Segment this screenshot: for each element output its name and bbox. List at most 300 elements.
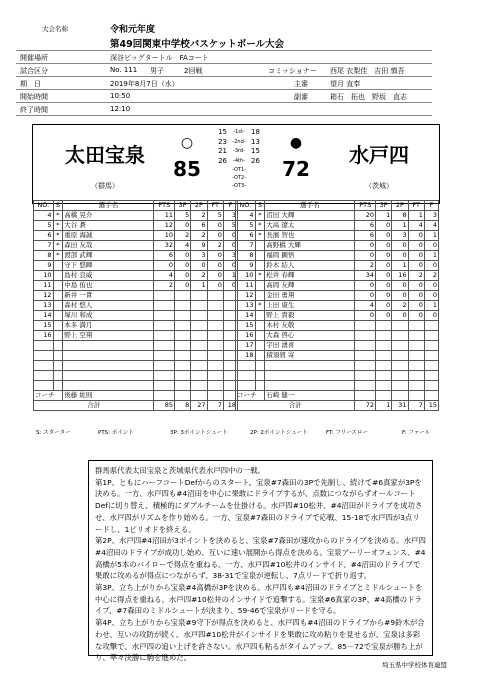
team-a-cell: [191, 381, 207, 391]
coach-label: コーチ: [34, 391, 63, 401]
team-a-cell: [53, 271, 63, 281]
team-a-cell: [63, 341, 154, 351]
team-a-cell: 15: [34, 321, 54, 331]
team-b-cell: 0: [355, 251, 376, 261]
team-b-cell: [355, 331, 376, 341]
team-b-cell: 木村 友敬: [265, 321, 355, 331]
team-a-cell: 16: [34, 331, 54, 341]
team-b-cell: 1: [392, 221, 408, 231]
team-a-cell: 11: [34, 281, 54, 291]
team-b-cell: 8: [392, 211, 408, 221]
team-a-col-header: PTS: [154, 201, 175, 211]
team-b-cell: 0: [376, 231, 392, 241]
team-b-cell: 6: [236, 231, 256, 241]
team-b-cell: 2: [392, 301, 408, 311]
team-b-player-row: [236, 211, 439, 221]
team-a-player-row: [34, 351, 238, 361]
team-b-cell: [408, 321, 424, 331]
team-a-cell: 新井 一貴: [63, 291, 154, 301]
team-a-cell: [191, 291, 207, 301]
team-b-cell: [408, 341, 424, 351]
team-b-cell: 14: [236, 311, 256, 321]
team-a-cell: [53, 361, 63, 371]
team-a-cell: 0: [154, 261, 175, 271]
legend: [36, 428, 436, 438]
team-b-cell: [376, 371, 392, 381]
team-a-cell: 渡部 武輝: [63, 251, 154, 261]
team-b-cell: 2: [424, 271, 438, 281]
team-a-cell: [154, 341, 175, 351]
team-a-cell: 13: [34, 301, 54, 311]
team-a-cell: 高橋 晃介: [63, 211, 154, 221]
period-score-a: 23: [218, 137, 227, 146]
team-a-cell: [154, 331, 175, 341]
team-b-player-row: [236, 351, 439, 361]
report-paragraph: 第1P、ともにハーフコートDefからのスタート。宝泉#7森田の3Pで先制し、続けて#6真家が3Pを決める。一方、水戸四も#4沼田を中心に果敢にドライブするが、点数につながらずオールコートDefに切り替え、積極的にダブルチームを仕掛ける。水戸四#10松井、#4沼田がドライブを成功させ、水戸四がリズムを作り始める。一方、宝泉#7森田のドライブで応戦、15-18で水戸四が3点リードし、1ピリオドを終える。: [95, 477, 423, 534]
team-a-cell: [175, 341, 191, 351]
team-a-cell: [175, 351, 191, 361]
team-a-cell: *: [53, 211, 63, 221]
team-a-cell: [175, 331, 191, 341]
commissioner-label: コミッショナー: [268, 67, 317, 75]
period-score-b: [251, 166, 267, 174]
period-score-a: 21: [218, 147, 227, 155]
team-a-cell: 12: [34, 291, 54, 301]
team-a-cell: 0: [175, 221, 191, 231]
team-b-player-row: [236, 371, 439, 381]
team-a-player-row: [34, 211, 238, 221]
team-b-cell: [255, 361, 265, 371]
team-b-cell: [255, 381, 265, 391]
team-a-cell: [154, 311, 175, 321]
team-a-cell: 4: [175, 241, 191, 251]
team-b-cell: [376, 351, 392, 361]
footer-org: 埼玉県中学校体育連盟: [382, 661, 447, 669]
team-a-cell: [191, 301, 207, 311]
team-b-cell: [255, 331, 265, 341]
tournament-label: 大会名称: [42, 25, 68, 33]
period-row: [209, 174, 269, 182]
team-b-pref: （茨城）: [365, 182, 393, 190]
team-a-cell: 5: [207, 211, 223, 221]
team-a-cell: [175, 381, 191, 391]
referee: 望月 直奉: [330, 80, 361, 88]
total-label: 合計: [236, 401, 355, 411]
team-a-cell: *: [53, 251, 63, 261]
team-b-cell: 9: [236, 261, 256, 271]
team-a-col-header: 2P: [191, 201, 207, 211]
team-b-cell: 0: [355, 281, 376, 291]
team-a-stats-table: [33, 200, 238, 411]
venue: 深谷ビッグタートル FAコート: [110, 54, 209, 62]
team-a-col-header: FT: [207, 201, 223, 211]
team-a-total-row: [34, 401, 238, 411]
team-b-cell: 0: [376, 261, 392, 271]
team-a-cell: [53, 291, 63, 301]
team-a-cell: *: [53, 241, 63, 251]
legend-item: 3P: 3ポイントシュート: [170, 430, 228, 436]
team-b-cell: 20: [355, 211, 376, 221]
team-a-cell: 5: [175, 211, 191, 221]
team-a-player-row: [34, 321, 238, 331]
team-b-cell: 高野橋 大輝: [265, 241, 355, 251]
team-b-col-header: 2P: [392, 201, 408, 211]
team-a-cell: [207, 311, 223, 321]
team-b-cell: 0: [376, 311, 392, 321]
team-a-cell: [53, 321, 63, 331]
team-b-cell: [408, 351, 424, 361]
match-no: No. 111: [110, 66, 138, 74]
team-a-player-row: [34, 311, 238, 321]
team-b-cell: *: [255, 271, 265, 281]
legend-item: S: スターター: [36, 430, 71, 436]
team-a-player-row: [34, 341, 238, 351]
team-a-col-header: S: [53, 201, 63, 211]
team-a-cell: [207, 361, 223, 371]
period-row: [209, 128, 269, 138]
team-a-cell: 森田 友哉: [63, 241, 154, 251]
team-a-cell: *: [53, 231, 63, 241]
team-b-cell: 0: [424, 241, 438, 251]
team-b-player-row: [236, 271, 439, 281]
team-a-cell: 0: [191, 261, 207, 271]
match-label: 試合区分: [20, 67, 48, 75]
team-b-cell: 0: [424, 281, 438, 291]
team-b-cell: 1: [424, 251, 438, 261]
team-b-player-row: [236, 301, 439, 311]
team-a-cell: 6: [154, 251, 175, 261]
team-b-cell: [424, 361, 438, 371]
team-b-cell: 0: [408, 281, 424, 291]
total-pts: 72: [355, 401, 376, 411]
team-a-cell: 3: [223, 251, 237, 261]
legend-item: F: ファール: [402, 430, 431, 436]
team-b-cell: 4: [355, 301, 376, 311]
team-a-cell: 1: [191, 281, 207, 291]
team-a-cell: [63, 361, 154, 371]
venue-label: 開催場所: [20, 54, 48, 62]
team-b-cell: 0: [408, 291, 424, 301]
team-a-cell: 10: [34, 271, 54, 281]
team-b-cell: 15: [236, 321, 256, 331]
team-b-cell: 0: [376, 241, 392, 251]
legend-item: FT: フリースロー: [326, 430, 368, 436]
team-a-score: 85: [173, 157, 201, 181]
team-a-player-row: [34, 241, 238, 251]
team-a-cell: 0: [223, 281, 237, 291]
team-a-col-header: 3P: [175, 201, 191, 211]
team-a-cell: [175, 361, 191, 371]
team-b-cell: 1: [376, 211, 392, 221]
team-a-player-row: [34, 261, 238, 271]
team-a-cell: 2: [175, 231, 191, 241]
total-label: 合計: [34, 401, 154, 411]
team-b-name: 水戸四: [349, 143, 409, 167]
team-b-col-header: S: [255, 201, 265, 211]
team-b-cell: 5: [236, 221, 256, 231]
venue-row: [16, 51, 432, 64]
team-a-cell: [34, 371, 54, 381]
period-row: [209, 157, 269, 167]
team-b-cell: 0: [376, 291, 392, 301]
team-b-cell: 0: [376, 271, 392, 281]
end-time: 12:10: [110, 105, 131, 113]
team-b-cell: 高岡 友輝: [265, 281, 355, 291]
team-a-player-row: [34, 231, 238, 241]
team-b-cell: [355, 321, 376, 331]
team-b-cell: 3: [392, 231, 408, 241]
team-b-cell: 4: [424, 221, 438, 231]
team-a-cell: 本多 満月: [63, 321, 154, 331]
total-p3: 8: [175, 401, 191, 411]
team-b-stats-table: [235, 200, 439, 411]
total-ft: 7: [408, 401, 424, 411]
period-row: [209, 147, 269, 157]
team-a-cell: 重原 海誠: [63, 231, 154, 241]
team-b-cell: [424, 331, 438, 341]
team-b-cell: 上田 康生: [265, 301, 355, 311]
team-b-cell: 18: [236, 351, 256, 361]
team-a-player-row: [34, 331, 238, 341]
team-a-cell: [154, 321, 175, 331]
team-b-cell: [265, 361, 355, 371]
team-a-cell: 0: [207, 251, 223, 261]
team-a-cell: 2: [207, 241, 223, 251]
team-a-cell: [34, 341, 54, 351]
team-b-cell: 0: [424, 291, 438, 301]
team-a-win-mark: ○: [180, 135, 194, 151]
date-label: 期 日: [20, 80, 41, 88]
commissioner: 西尾 衣梨佳 吉田 慎吾: [330, 67, 405, 75]
team-b-cell: [392, 331, 408, 341]
team-b-cell: [255, 281, 265, 291]
team-a-player-row: [34, 301, 238, 311]
team-b-cell: 1: [424, 301, 438, 311]
team-b-cell: 34: [355, 271, 376, 281]
team-a-cell: 0: [175, 261, 191, 271]
team-b-cell: [408, 381, 424, 391]
team-b-cell: 沼田 大輝: [265, 211, 355, 221]
team-b-cell: 6: [355, 221, 376, 231]
team-b-cell: [265, 381, 355, 391]
total-p2: 31: [392, 401, 408, 411]
period-score-a: [211, 182, 227, 190]
team-b-cell: 0: [376, 281, 392, 291]
team-b-player-row: [236, 231, 439, 241]
team-b-col-header: PTS: [355, 201, 376, 211]
legend-item: PTS: ポイント: [98, 430, 134, 436]
team-b-cell: [408, 371, 424, 381]
team-a-cell: [175, 311, 191, 321]
team-b-cell: 0: [392, 311, 408, 321]
team-b-cell: [424, 371, 438, 381]
period-label: -OT1-: [232, 167, 246, 173]
team-b-cell: 0: [355, 241, 376, 251]
umpire-label: 副審: [294, 93, 308, 101]
start-time: 10:50: [110, 92, 131, 100]
team-b-cell: [255, 291, 265, 301]
team-b-cell: *: [255, 231, 265, 241]
start-label: 開始時間: [20, 93, 48, 101]
team-b-cell: 0: [355, 311, 376, 321]
team-a-cell: 大谷 蒼: [63, 221, 154, 231]
team-b-cell: 大森 啓心: [265, 331, 355, 341]
team-b-cell: 0: [408, 311, 424, 321]
period-label: -OT3-: [232, 183, 246, 189]
team-a-cell: [154, 371, 175, 381]
period-row: [209, 138, 269, 148]
team-a-cell: [53, 351, 63, 361]
team-b-cell: *: [255, 301, 265, 311]
period-label: -3rd-: [233, 148, 245, 154]
period-row: [209, 182, 269, 190]
team-b-cell: 1: [392, 261, 408, 271]
team-a-cell: [34, 351, 54, 361]
team-b-cell: *: [255, 221, 265, 231]
coach-label: コーチ: [236, 391, 265, 401]
team-a-player-row: [34, 371, 238, 381]
team-b-cell: [408, 331, 424, 341]
total-ft: 7: [207, 401, 223, 411]
team-a-cell: 0: [223, 231, 237, 241]
team-a-col-header: NO.: [34, 201, 54, 211]
team-b-col-header: F: [424, 201, 438, 211]
team-b-cell: 0: [408, 251, 424, 261]
team-b-player-row: [236, 221, 439, 231]
period-label: -1st-: [233, 129, 245, 135]
period-label: -OT2-: [232, 175, 246, 181]
team-a-cell: *: [53, 221, 63, 231]
team-b-cell: [255, 251, 265, 261]
team-b-cell: 0: [424, 311, 438, 321]
team-a-name: 太田宝泉: [65, 143, 145, 167]
team-b-cell: [376, 331, 392, 341]
coach-name: 後藤 紘則: [63, 391, 154, 401]
period-score-a: [211, 166, 227, 174]
scoreboard: [32, 124, 440, 204]
team-b-cell: 13: [236, 301, 256, 311]
team-a-cell: 10: [154, 231, 175, 241]
period-label: -2nd-: [232, 138, 246, 145]
team-b-cell: 0: [392, 251, 408, 261]
team-b-cell: [376, 321, 392, 331]
team-a-cell: [175, 321, 191, 331]
team-b-cell: [392, 371, 408, 381]
team-b-player-row: [236, 381, 439, 391]
team-a-cell: [53, 371, 63, 381]
team-a-cell: 14: [34, 311, 54, 321]
team-a-cell: 0: [207, 271, 223, 281]
team-b-cell: 10: [236, 271, 256, 281]
team-a-cell: [154, 351, 175, 361]
team-b-cell: 0: [376, 221, 392, 231]
team-a-cell: 3: [191, 251, 207, 261]
total-pts: 85: [154, 401, 175, 411]
game-report: [88, 460, 433, 663]
team-a-cell: 0: [175, 251, 191, 261]
team-a-player-row: [34, 251, 238, 261]
team-b-cell: [255, 311, 265, 321]
team-b-player-row: [236, 281, 439, 291]
period-label: -4th-: [233, 157, 245, 164]
legend-item: 2P: 2ポイントシュート: [250, 430, 308, 436]
period-score-b: 18: [251, 128, 260, 136]
team-a-cell: 0: [207, 231, 223, 241]
team-a-cell: [154, 291, 175, 301]
team-b-cell: 16: [392, 271, 408, 281]
team-a-cell: [53, 281, 63, 291]
team-a-cell: 8: [34, 251, 54, 261]
team-a-cell: 塚川 和成: [63, 311, 154, 321]
team-b-player-row: [236, 321, 439, 331]
team-b-cell: [255, 321, 265, 331]
team-b-cell: [355, 341, 376, 351]
team-b-cell: [424, 351, 438, 361]
team-b-cell: 0: [355, 291, 376, 301]
end-row: [16, 103, 432, 116]
team-b-cell: [392, 321, 408, 331]
team-b-cell: 0: [408, 231, 424, 241]
team-a-cell: [191, 331, 207, 341]
team-b-player-row: [236, 331, 439, 341]
team-a-cell: 5: [223, 221, 237, 231]
team-a-cell: [63, 381, 154, 391]
team-a-cell: 0: [207, 221, 223, 231]
report-paragraph: 第4P、立ち上がりから宝泉#9守下が得点を決めると、水戸四も#4沼田のドライブから#9鈴木が合わせ、互いの攻防が続く。水戸四#10松井がインサイドを果敢に攻め粘りを見せるが、宝泉は多彩な攻撃で、水戸四の追い上げを許さない。水戸四も粘るがタイムアップ。85－72で宝泉が勝ち上がり、準々決勝に駒を進めた。: [95, 618, 425, 663]
team-b-col-header: NO.: [236, 201, 256, 211]
team-a-cell: [154, 381, 175, 391]
team-a-cell: [207, 351, 223, 361]
match-row: [16, 64, 432, 77]
team-b-cell: [255, 241, 265, 251]
team-a-cell: [207, 371, 223, 381]
team-b-cell: 0: [376, 301, 392, 311]
team-b-cell: [255, 341, 265, 351]
team-b-cell: 0: [392, 241, 408, 251]
team-a-cell: 9: [34, 261, 54, 271]
team-a-cell: 9: [191, 241, 207, 251]
team-a-cell: 11: [154, 211, 175, 221]
report-paragraph: 第3P、立ち上がりから宝泉#4高橋が3Pを決める。水戸四も#4沼田のドライブとミドルシュートを中心に得点を重ねる。水戸四#10松井のインサイドで追撃する。宝泉#6真家の3P、#4高橋のドライブ、#7森田のミドルシュートが決まり、59-46で宝泉がリードを守る。: [95, 583, 423, 616]
team-b-cell: [265, 371, 355, 381]
team-a-cell: [207, 331, 223, 341]
date: 2019年8月7日（水）: [110, 80, 179, 88]
team-a-player-row: [34, 361, 238, 371]
team-a-cell: 0: [207, 281, 223, 291]
team-b-cell: [355, 351, 376, 361]
team-a-cell: [207, 291, 223, 301]
team-a-cell: [34, 361, 54, 371]
team-a-player-row: [34, 381, 238, 391]
team-a-cell: 0: [207, 261, 223, 271]
team-b-cell: 松井 春輝: [265, 271, 355, 281]
team-a-cell: [175, 291, 191, 301]
team-a-cell: 6: [191, 221, 207, 231]
team-b-cell: 1: [408, 211, 424, 221]
team-b-cell: 2: [355, 261, 376, 271]
team-b-col-header: 選手名: [265, 201, 355, 211]
team-a-cell: [191, 341, 207, 351]
team-a-cell: 2: [191, 231, 207, 241]
team-b-player-row: [236, 241, 439, 251]
team-a-cell: 4: [34, 211, 54, 221]
tournament-title: 第49回関東中学校バスケットボール大会: [110, 39, 285, 50]
team-a-cell: 2: [191, 271, 207, 281]
total-p3: 1: [376, 401, 392, 411]
team-b-cell: [376, 341, 392, 351]
team-b-cell: [424, 321, 438, 331]
team-a-cell: 中島 侑也: [63, 281, 154, 291]
